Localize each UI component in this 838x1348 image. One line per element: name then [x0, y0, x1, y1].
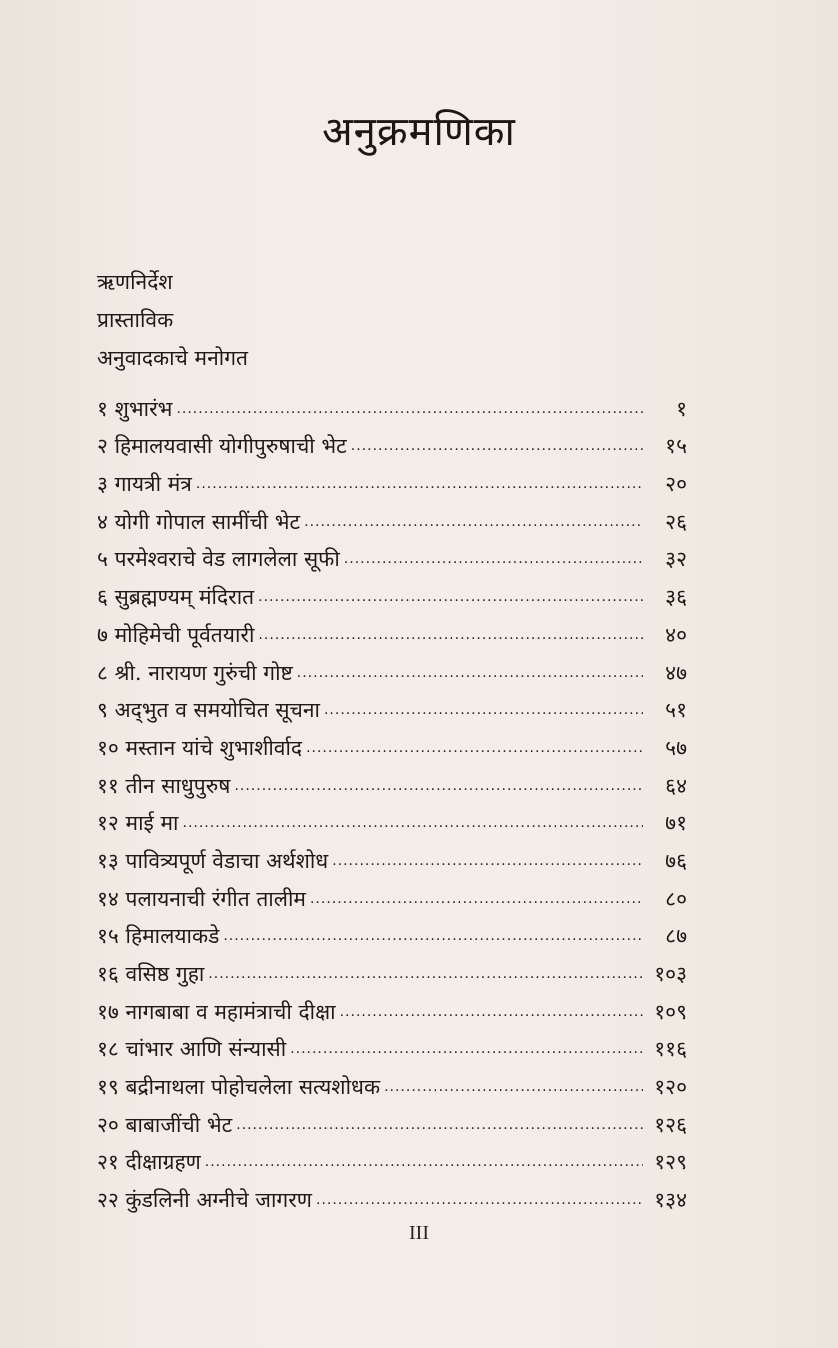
dot-leader	[183, 815, 644, 831]
toc-entry	[97, 536, 687, 574]
toc-entry-title: ८ श्री. नारायण गुरुंची गोष्ट	[97, 660, 293, 685]
toc-entry-title: ३ गायत्री मंत्र	[97, 472, 192, 497]
dot-leader	[196, 476, 643, 492]
toc-entry-page: २०	[665, 472, 687, 497]
toc-entry-page: ७१	[665, 811, 687, 836]
toc-entry-page: १२९	[654, 1150, 687, 1175]
toc-entry-page: ६४	[665, 773, 687, 798]
toc-entry-page: ८७	[665, 924, 687, 949]
toc-entry-title: १४ पलायनाची रंगीत तालीम	[97, 886, 306, 911]
toc-entry-page: ४०	[665, 622, 687, 647]
toc-entry	[97, 498, 687, 536]
toc-entry	[97, 1101, 687, 1139]
table-of-contents	[97, 385, 687, 1214]
page-title: अनुक्रमणिका	[322, 109, 516, 155]
dot-leader	[340, 1004, 643, 1020]
toc-entry	[97, 460, 687, 498]
toc-entry-page: ८०	[665, 886, 687, 911]
toc-entry-title: १५ हिमालयाकडे	[97, 924, 220, 949]
dot-leader	[258, 589, 643, 605]
toc-entry	[97, 762, 687, 800]
toc-entry-page: ४७	[665, 660, 687, 685]
toc-entry	[97, 724, 687, 762]
toc-entry-title: १२ माई मा	[97, 811, 179, 836]
toc-entry-page: ११६	[654, 1037, 687, 1062]
dot-leader	[297, 665, 643, 681]
toc-entry-page: २६	[665, 509, 687, 534]
toc-entry	[97, 1026, 687, 1064]
front-matter-preface: प्रास्ताविक	[97, 308, 174, 332]
toc-entry-title: ६ सुब्रह्मण्यम् मंदिरात	[97, 585, 255, 610]
toc-entry-title: २१ दीक्षाग्रहण	[97, 1150, 201, 1175]
toc-entry-page: १५	[665, 434, 687, 459]
toc-entry	[97, 1139, 687, 1177]
toc-entry	[97, 573, 687, 611]
toc-entry-title: १८ चांभार आणि संन्यासी	[97, 1037, 287, 1062]
dot-leader	[316, 1192, 643, 1208]
toc-entry-page: १०३	[654, 962, 687, 986]
toc-entry	[97, 423, 687, 461]
dot-leader	[208, 966, 643, 982]
toc-entry-page: १३४	[654, 1188, 687, 1213]
toc-entry	[97, 687, 687, 725]
toc-entry-page: १२०	[654, 1075, 687, 1100]
toc-entry	[97, 988, 687, 1026]
toc-entry	[97, 649, 687, 687]
toc-entry	[97, 913, 687, 951]
dot-leader	[236, 1117, 643, 1133]
toc-entry-page: १	[676, 396, 687, 421]
toc-entry	[97, 800, 687, 838]
toc-entry-page: १२६	[654, 1112, 687, 1137]
dot-leader	[310, 891, 643, 907]
dot-leader	[258, 627, 643, 643]
toc-entry-page: ७६	[665, 848, 687, 873]
dot-leader	[234, 778, 643, 794]
dot-leader	[306, 740, 643, 756]
front-matter-translator-note: अनुवादकाचे मनोगत	[97, 346, 248, 370]
toc-entry-page: ३२	[665, 547, 687, 572]
toc-entry-page: ३६	[665, 585, 687, 610]
toc-entry-title: १० मस्तान यांचे शुभाशीर्वाद	[97, 735, 303, 760]
toc-entry-title: ११ तीन साधुपुरुष	[97, 773, 231, 798]
toc-entry-title: १३ पावित्र्यपूर्ण वेडाचा अर्थशोध	[97, 848, 329, 873]
toc-entry-title: २ हिमालयवासी योगीपुरुषाची भेट	[97, 434, 347, 459]
dot-leader	[304, 514, 643, 530]
toc-entry-page: ५१	[665, 698, 687, 723]
toc-entry	[97, 611, 687, 649]
dot-leader	[290, 1041, 643, 1057]
dot-leader	[223, 928, 643, 944]
toc-entry-title: २२ कुंडलिनी अग्नीचे जागरण	[97, 1188, 312, 1213]
dot-leader	[205, 1154, 643, 1170]
toc-entry-title: १ शुभारंभ	[97, 396, 173, 421]
toc-entry	[97, 837, 687, 875]
toc-entry	[97, 1063, 687, 1101]
dot-leader	[344, 551, 643, 567]
dot-leader	[351, 438, 643, 454]
toc-entry	[97, 875, 687, 913]
toc-entry-title: ७ मोहिमेची पूर्वतयारी	[97, 622, 255, 647]
toc-entry-title: २० बाबाजींची भेट	[97, 1112, 233, 1137]
toc-entry-title: ५ परमेश्वराचे वेड लागलेला सूफी	[97, 547, 340, 572]
toc-entry	[97, 1176, 687, 1214]
page-folio: III	[409, 1222, 429, 1244]
dot-leader	[324, 702, 643, 718]
toc-entry-title: १६ वसिष्ठ गुहा	[97, 962, 205, 986]
toc-entry-title: ४ योगी गोपाल सामींची भेट	[97, 509, 301, 534]
toc-entry-page: १०९	[654, 999, 687, 1024]
toc-entry	[97, 950, 687, 988]
front-matter-acknowledgements: ऋणनिर्देश	[97, 270, 173, 294]
toc-entry	[97, 385, 687, 423]
toc-entry-page: ५७	[665, 735, 687, 760]
dot-leader	[176, 401, 643, 417]
toc-entry-title: ९ अद्‌भुत व समयोचित सूचना	[97, 698, 320, 723]
toc-entry-title: १७ नागबाबा व महामंत्राची दीक्षा	[97, 999, 336, 1024]
dot-leader	[384, 1079, 643, 1095]
dot-leader	[332, 853, 643, 869]
toc-entry-title: १९ बद्रीनाथला पोहोचलेला सत्यशोधक	[97, 1075, 381, 1100]
